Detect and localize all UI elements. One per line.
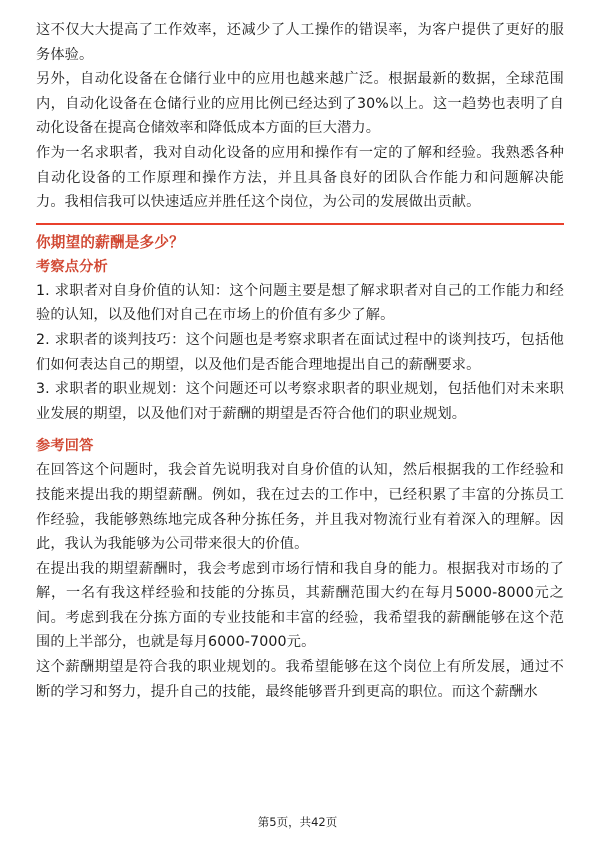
answer-paragraph: 在回答这个问题时，我会首先说明我对自身价值的认知，然后根据我的工作经验和技能来提出我的期望薪酬。例如，我在过去的工作中，已经积累了丰富的分拣员工作经验，我能够熟练地完成各种分拣任务，并且我对物流行业有着深入的理解。因此，我认为我能够为公司带来很大的价值。 (36, 462, 564, 553)
question-title: 你期望的薪酬是多少？ (36, 233, 184, 251)
answer-paragraph: 在提出我的期望薪酬时，我会考虑到市场行情和我自身的能力。根据我对市场的了解，一名有我这样经验和技能的分拣员，其薪酬范围大约在每月5000-8000元之间。考虑到我在分拣方面的专业技能和丰富的经验，我希望我的薪酬能够在这个范围的上半部分，也就是每月6000-7000元。 (36, 560, 564, 651)
analysis-item: 2. 求职者的谈判技巧：这个问题也是考察求职者在面试过程中的谈判技巧，包括他们如何表达自己的期望，以及他们是否能合理地提出自己的薪酬要求。 (36, 331, 564, 373)
intro-paragraph: 这不仅大大提高了工作效率，还减少了人工操作的错误率，为客户提供了更好的服务体验。 (36, 22, 564, 63)
intro-paragraph: 另外，自动化设备在仓储行业中的应用也越来越广泛。根据最新的数据，全球范围内，自动化设备在仓储行业的应用比例已经达到了30%以上。这一趋势也表明了自动化设备在提高仓储效率和降低成本方面的巨大潜力。 (36, 71, 564, 137)
analysis-heading: 考察点分析 (36, 258, 108, 275)
section-divider (36, 223, 564, 225)
page-content (36, 18, 564, 704)
intro-paragraph: 作为一名求职者，我对自动化设备的应用和操作有一定的了解和经验。我熟悉各种自动化设备的工作原理和操作方法，并且具备良好的团队合作能力和问题解决能力。我相信我可以快速适应并胜任这个岗位，为公司的发展做出贡献。 (36, 144, 564, 211)
analysis-item: 1. 求职者对自身价值的认知：这个问题主要是想了解求职者对自己的工作能力和经验的认知，以及他们对自己在市场上的价值有多少了解。 (36, 282, 564, 324)
spacer (36, 426, 564, 434)
answer-heading: 参考回答 (36, 438, 94, 455)
answer-paragraph: 这个薪酬期望是符合我的职业规划的。我希望能够在这个岗位上有所发展，通过不断的学习和努力，提升自己的技能，最终能够晋升到更高的职位。而这个薪酬水 (36, 659, 564, 700)
analysis-item: 3. 求职者的职业规划：这个问题还可以考察求职者的职业规划，包括他们对未来职业发展的期望，以及他们对于薪酬的期望是否符合他们的职业规划。 (36, 381, 564, 422)
page-number: 第5页，共42页 (257, 815, 338, 829)
